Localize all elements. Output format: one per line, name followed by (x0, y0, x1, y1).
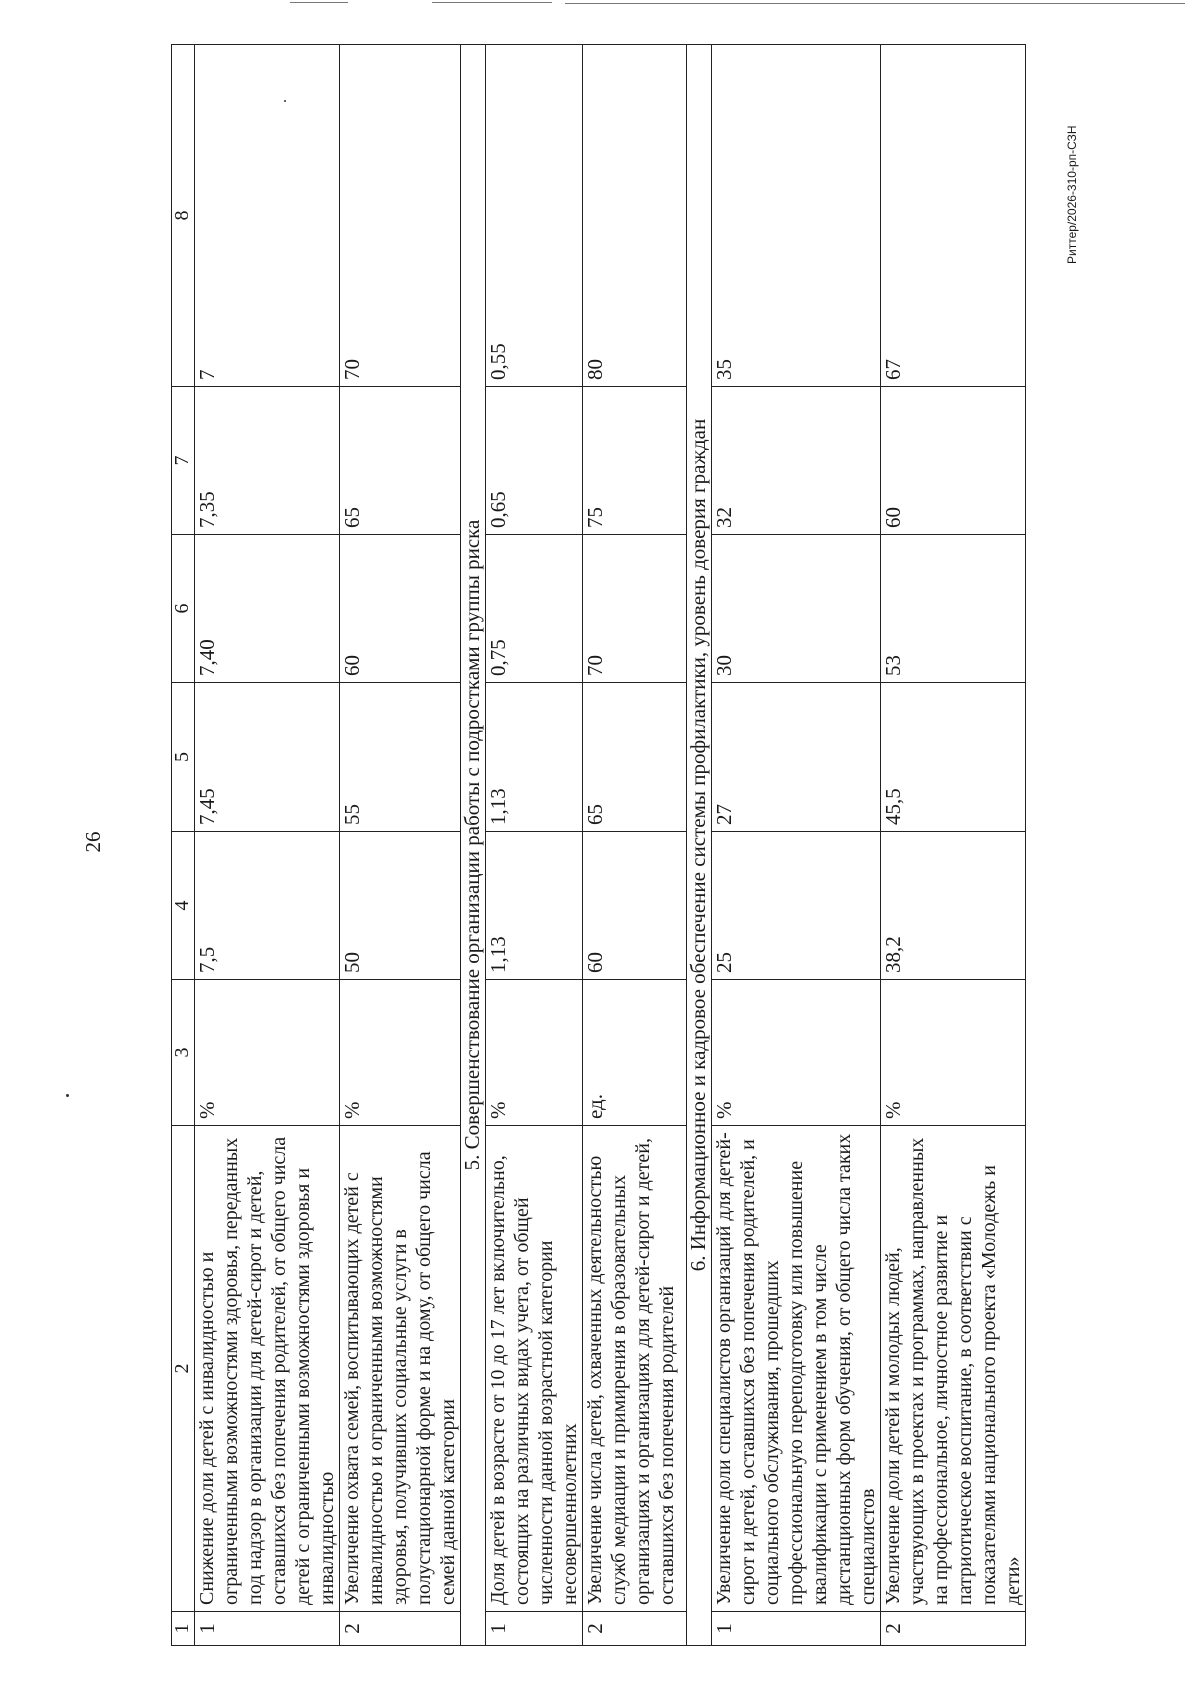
scan-artifact-line (432, 2, 552, 3)
value-col4: 60 (583, 832, 687, 980)
unit-cell: ед. (583, 980, 687, 1126)
value-col6: 70 (583, 535, 687, 683)
value-col7: 32 (712, 387, 881, 535)
section-heading: 5. Совершенствование организации работы с подростками группы риска (461, 45, 486, 1646)
table-row (881, 45, 1026, 1646)
value-col5: 45,5 (881, 683, 1026, 832)
indicator-description: Увеличение доли детей и молодых людей, участвующих в проектах и программах, направленных на профессиональное, личностное развитие и патриотическое воспитание, в соответствии с показателями национального проекта «Молодежь и дети» (881, 1126, 1026, 1612)
value-col7: 75 (583, 387, 687, 535)
value-col7: 60 (881, 387, 1026, 535)
unit-cell: % (486, 980, 583, 1126)
value-col4: 1,13 (486, 832, 583, 980)
scan-artifact-line (565, 3, 1185, 4)
row-number: 1 (486, 1612, 583, 1646)
value-col7: 65 (340, 387, 461, 535)
value-col5: 1,13 (486, 683, 583, 832)
header-cell-5: 5 (172, 683, 195, 832)
value-col5: 55 (340, 683, 461, 832)
scan-artifact-line (290, 2, 348, 3)
section-row (687, 45, 712, 1646)
row-number: 1 (712, 1612, 881, 1646)
indicator-description: Увеличение числа детей, охваченных деятельностью служб медиации и примирения в образовательных организациях и организациях для детей-сирот и детей, оставшихся без попечения родителей (583, 1126, 687, 1612)
document-code: Риттер/2026-310-рп-СЗН (1065, 125, 1079, 264)
value-col8: 7 (195, 45, 340, 387)
value-col6: 60 (340, 535, 461, 683)
value-col4: 38,2 (881, 832, 1026, 980)
value-col7: 0,65 (486, 387, 583, 535)
unit-cell: % (195, 980, 340, 1126)
row-number: 2 (583, 1612, 687, 1646)
table-row (583, 45, 687, 1646)
value-col8: 70 (340, 45, 461, 387)
table-row (712, 45, 881, 1646)
unit-cell: % (712, 980, 881, 1126)
value-col8: 80 (583, 45, 687, 387)
value-col5: 27 (712, 683, 881, 832)
value-col8: 0,55 (486, 45, 583, 387)
value-col6: 0,75 (486, 535, 583, 683)
header-cell-3: 3 (172, 980, 195, 1126)
value-col4: 25 (712, 832, 881, 980)
value-col6: 30 (712, 535, 881, 683)
value-col8: 67 (881, 45, 1026, 387)
indicator-description: Снижение доли детей с инвалидностью и ограниченными возможностями здоровья, переданных под надзор в организации для детей-сирот и детей, оставшихся без попечения родителей, от общего числа детей с ограниченными возможностями здоровья и инвалидностью (195, 1126, 340, 1612)
section-heading: 6. Информационное и кадровое обеспечение системы профилактики, уровень доверия граждан (687, 45, 712, 1646)
section-row (461, 45, 486, 1646)
header-cell-8: 8 (172, 45, 195, 387)
value-col4: 50 (340, 832, 461, 980)
row-number: 2 (881, 1612, 1026, 1646)
header-cell-1: 1 (172, 1612, 195, 1646)
indicator-description: Увеличение охвата семей, воспитывающих детей с инвалидностью и ограниченными возможностями здоровья, получивших социальные услуги в полустационарной форме и на дому, от общего числа семей данной категории (340, 1126, 461, 1612)
value-col5: 7,45 (195, 683, 340, 832)
table-row (340, 45, 461, 1646)
row-number: 1 (195, 1612, 340, 1646)
value-col8: 35 (712, 45, 881, 387)
value-col7: 7,35 (195, 387, 340, 535)
header-cell-7: 7 (172, 387, 195, 535)
row-number: 2 (340, 1612, 461, 1646)
rotated-table-frame (171, 95, 1024, 1646)
indicators-table (171, 44, 1026, 1646)
table-row (486, 45, 583, 1646)
header-cell-6: 6 (172, 535, 195, 683)
value-col6: 53 (881, 535, 1026, 683)
unit-cell: % (340, 980, 461, 1126)
value-col5: 65 (583, 683, 687, 832)
header-cell-2: 2 (172, 1126, 195, 1612)
table-container (171, 95, 1024, 1646)
header-cell-4: 4 (172, 832, 195, 980)
indicator-description: Увеличение доли специалистов организаций для детей-сирот и детей, оставшихся без попечения родителей, и социального обслуживания, прошедших профессиональную переподготовку или повышение квалификации с применением в том числе дистанционных форм обучения, от общего числа таких специалистов (712, 1126, 881, 1612)
table-row (195, 45, 340, 1646)
page-number: 26 (81, 831, 105, 853)
unit-cell: % (881, 980, 1026, 1126)
header-row (172, 45, 195, 1646)
indicator-description: Доля детей в возрасте от 10 до 17 лет включительно, состоящих на различных видах учета, от общей численности данной возрастной категории несовершеннолетних (486, 1126, 583, 1612)
value-col6: 7,40 (195, 535, 340, 683)
table-body (172, 45, 1026, 1646)
value-col4: 7,5 (195, 832, 340, 980)
scan-speck (66, 1094, 69, 1097)
